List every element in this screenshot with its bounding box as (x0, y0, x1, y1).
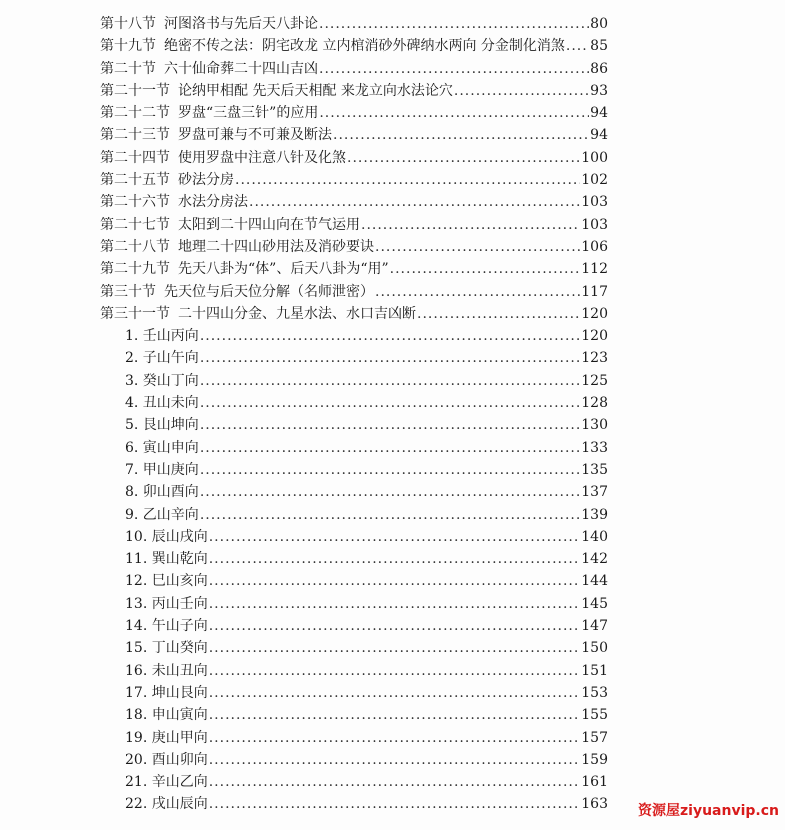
dot-leader (361, 214, 580, 236)
toc-subsection-row (100, 727, 608, 749)
toc-section-row (100, 124, 608, 146)
subsection-title: 12. 巳山亥向 (125, 573, 208, 590)
page-number: 100 (581, 149, 608, 166)
section-title: 先天八卦为“体”、后天八卦为“用” (178, 261, 389, 278)
page-number: 103 (581, 216, 608, 233)
page-number: 137 (581, 484, 608, 501)
section-title: 地理二十四山砂用法及消砂要诀 (178, 238, 374, 255)
toc-subsection-row (100, 704, 608, 726)
section-title: 六十仙命葬二十四山吉凶 (164, 60, 318, 77)
page-number: 139 (581, 506, 608, 523)
toc-subsection-row (100, 637, 608, 659)
page-number: 153 (581, 684, 608, 701)
toc-subsection-row (100, 771, 608, 793)
page-number: 120 (581, 305, 608, 322)
dot-leader (200, 437, 580, 459)
section-title: 罗盘可兼与不可兼及断法 (178, 127, 332, 144)
dot-leader (390, 258, 581, 280)
toc-subsection-row (100, 347, 608, 369)
page-number: 161 (581, 774, 608, 791)
section-number: 第二十一节 (100, 82, 170, 99)
dot-leader (200, 347, 580, 369)
dot-leader (209, 704, 581, 726)
section-title: 论纳甲相配 先天后天相配 来龙立向水法论穴 (178, 82, 453, 99)
toc-subsection-row (100, 593, 608, 615)
subsection-title: 5. 艮山坤向 (125, 417, 199, 434)
section-number: 第二十七节 (100, 216, 170, 233)
page-number: 128 (581, 395, 608, 412)
dot-leader (209, 615, 581, 637)
dot-leader (333, 124, 589, 146)
section-title: 河图洛书与先后天八卦论 (164, 16, 318, 32)
subsection-title: 13. 丙山壬向 (125, 595, 208, 612)
dot-leader (200, 481, 580, 503)
subsection-title: 15. 丁山癸向 (125, 640, 208, 657)
subsection-title: 20. 酉山卯向 (125, 751, 208, 768)
page-number: 94 (590, 105, 608, 122)
page-number: 155 (581, 707, 608, 724)
dot-leader (200, 392, 580, 414)
subsection-title: 22. 戌山辰向 (125, 796, 208, 813)
toc-section-row (100, 236, 608, 258)
dot-leader (209, 727, 581, 749)
toc-section-row (100, 147, 608, 169)
toc-section-row (100, 169, 608, 191)
page-number: 130 (581, 417, 608, 434)
section-number: 第二十节 (100, 60, 156, 77)
subsection-title: 9. 乙山辛向 (125, 506, 199, 523)
dot-leader (209, 548, 581, 570)
section-title: 砂法分房 (178, 172, 234, 189)
page-number: 93 (590, 82, 608, 99)
toc-subsection-row (100, 437, 608, 459)
subsection-title: 17. 坤山艮向 (125, 684, 208, 701)
toc-section-row (100, 13, 608, 35)
page-number: 140 (581, 528, 608, 545)
dot-leader (200, 325, 580, 347)
section-title: 先天位与后天位分解（名师泄密） (164, 283, 374, 300)
toc-section-row (100, 258, 608, 280)
section-number: 第二十四节 (100, 149, 170, 166)
page-number: 94 (590, 127, 608, 144)
subsection-title: 11. 巽山乾向 (125, 551, 208, 568)
table-of-contents (100, 13, 608, 816)
toc-subsection-row (100, 660, 608, 682)
section-title: 太阳到二十四山向在节气运用 (178, 216, 360, 233)
dot-leader (209, 637, 581, 659)
dot-leader (209, 526, 581, 548)
page-number: 157 (581, 729, 608, 746)
section-number: 第三十一节 (100, 305, 170, 322)
section-number: 第十九节 (100, 38, 156, 55)
subsection-title: 16. 未山丑向 (125, 662, 208, 679)
dot-leader (200, 370, 580, 392)
section-number: 第二十五节 (100, 172, 170, 189)
dot-leader (209, 593, 581, 615)
dot-leader (249, 191, 580, 213)
section-number: 第十八节 (100, 16, 156, 32)
section-title: 二十四山分金、九星水法、水口吉凶断 (178, 305, 416, 322)
toc-subsection-row (100, 749, 608, 771)
toc-section-row (100, 80, 608, 102)
toc-subsection-row (100, 392, 608, 414)
toc-subsection-row (100, 504, 608, 526)
page-number: 123 (581, 350, 608, 367)
section-title: 罗盘“三盘三针”的应用 (178, 105, 319, 122)
dot-leader (319, 102, 589, 124)
subsection-title: 1. 壬山丙向 (125, 328, 199, 345)
subsection-title: 7. 甲山庚向 (125, 461, 199, 478)
subsection-title: 19. 庚山甲向 (125, 729, 208, 746)
section-number: 第二十九节 (100, 261, 170, 278)
toc-subsection-row (100, 793, 608, 815)
dot-leader (209, 570, 581, 592)
dot-leader (566, 35, 589, 57)
section-number: 第二十二节 (100, 105, 170, 122)
toc-subsection-row (100, 481, 608, 503)
toc-section-row (100, 191, 608, 213)
subsection-title: 18. 申山寅向 (125, 707, 208, 724)
page-number: 86 (590, 60, 608, 77)
section-number: 第二十八节 (100, 238, 170, 255)
section-title: 绝密不传之法：阴宅改龙 立内棺消砂外碑纳水两向 分金制化消煞 (164, 38, 565, 55)
section-number: 第三十节 (100, 283, 156, 300)
toc-section-row (100, 281, 608, 303)
watermark: 资源屋ziyuanvip.cn (638, 803, 779, 819)
subsection-title: 3. 癸山丁向 (125, 372, 199, 389)
toc-subsection-row (100, 615, 608, 637)
section-number: 第二十六节 (100, 194, 170, 211)
page-number: 102 (581, 172, 608, 189)
dot-leader (347, 147, 580, 169)
dot-leader (209, 660, 581, 682)
toc-subsection-row (100, 682, 608, 704)
subsection-title: 2. 子山午向 (125, 350, 199, 367)
toc-subsection-row (100, 526, 608, 548)
section-number: 第二十三节 (100, 127, 170, 144)
subsection-title: 10. 辰山戌向 (125, 528, 208, 545)
page-number: 85 (590, 38, 608, 55)
dot-leader (235, 169, 580, 191)
page-number: 133 (581, 439, 608, 456)
dot-leader (319, 13, 589, 35)
toc-subsection-row (100, 325, 608, 347)
dot-leader (209, 793, 581, 815)
dot-leader (375, 236, 580, 258)
page-number: 120 (581, 328, 608, 345)
page-number: 144 (581, 573, 608, 590)
subsection-title: 6. 寅山申向 (125, 439, 199, 456)
toc-subsection-row (100, 548, 608, 570)
page-number: 163 (581, 796, 608, 813)
toc-section-row (100, 214, 608, 236)
page-number: 103 (581, 194, 608, 211)
page-number: 117 (581, 283, 608, 300)
page-number: 112 (581, 261, 608, 278)
dot-leader (209, 771, 581, 793)
toc-section-row (100, 58, 608, 80)
page-number: 135 (581, 461, 608, 478)
toc-subsection-row (100, 370, 608, 392)
page-number: 106 (581, 238, 608, 255)
subsection-title: 4. 丑山未向 (125, 395, 199, 412)
dot-leader (200, 414, 580, 436)
dot-leader (209, 749, 581, 771)
page-number: 147 (581, 618, 608, 635)
page-number: 151 (581, 662, 608, 679)
toc-section-row (100, 35, 608, 57)
page-number: 150 (581, 640, 608, 657)
dot-leader (454, 80, 589, 102)
toc-subsection-row (100, 414, 608, 436)
page-number: 125 (581, 372, 608, 389)
section-title: 水法分房法 (178, 194, 248, 211)
dot-leader (200, 504, 580, 526)
page-number: 159 (581, 751, 608, 768)
dot-leader (417, 303, 580, 325)
dot-leader (375, 281, 580, 303)
toc-subsection-row (100, 570, 608, 592)
dot-leader (319, 58, 589, 80)
toc-section-row (100, 303, 608, 325)
page-number: 142 (581, 551, 608, 568)
dot-leader (209, 682, 581, 704)
section-title: 使用罗盘中注意八针及化煞 (178, 149, 346, 166)
subsection-title: 21. 辛山乙向 (125, 774, 208, 791)
dot-leader (200, 459, 580, 481)
subsection-title: 8. 卯山酉向 (125, 484, 199, 501)
page-number: 145 (581, 595, 608, 612)
page-number: 80 (590, 16, 608, 32)
toc-subsection-row (100, 459, 608, 481)
toc-section-row (100, 102, 608, 124)
subsection-title: 14. 午山子向 (125, 618, 208, 635)
